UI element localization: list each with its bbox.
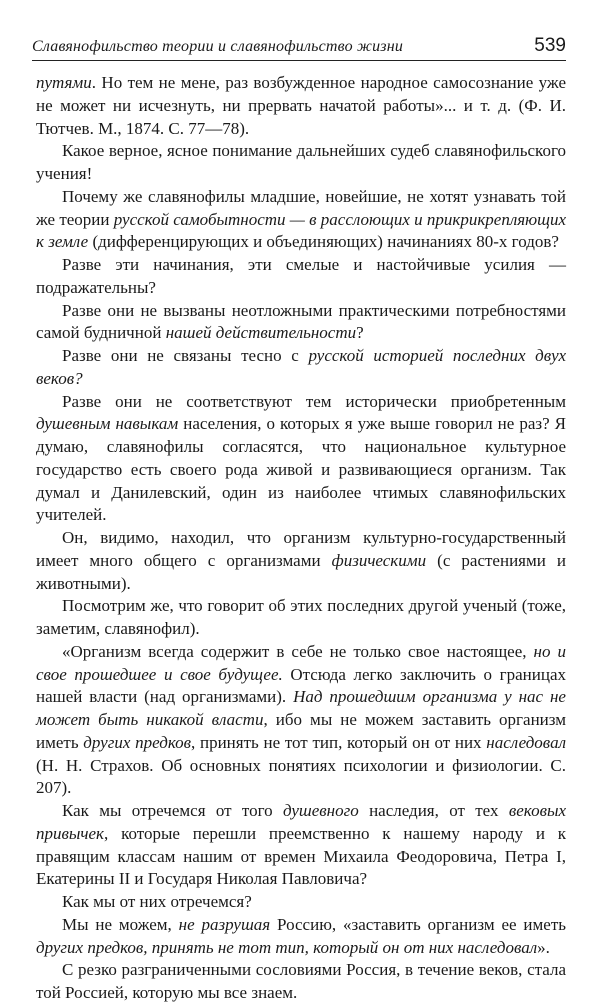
- running-title: Славянофильство теории и славянофильство жизни: [32, 38, 404, 55]
- text-italic: путями: [36, 73, 92, 92]
- paragraph: [36, 345, 566, 391]
- paragraph: [36, 254, 566, 300]
- text-run: (дифференцирующих и объединяющих) начинаниях 80-х годов?: [88, 232, 559, 252]
- text-run: наследия, от тех: [358, 801, 509, 820]
- paragraph: [36, 186, 566, 254]
- text-run: Разве они не вызваны неотложными практическими потребностями самой будничной: [36, 300, 566, 343]
- text-run: , принять не тот тип, который он от них: [191, 732, 487, 752]
- text-run: , ибо мы не можем заставить организм иметь: [36, 710, 566, 752]
- text-run: Разве они не соответствуют тем исторически приобретенным: [62, 391, 566, 411]
- body-text: [36, 72, 566, 1005]
- text-italic: других предков: [83, 732, 192, 752]
- text-run: ?: [356, 323, 364, 343]
- text-italic: душевным навыкам: [36, 414, 179, 434]
- text-italic: Над прошедшим организма у нас не может быть никакой власти: [36, 687, 566, 729]
- text-italic: русской самобытности — в расслоющих и прикрикрепляющих к земле: [36, 209, 566, 252]
- text-italic: не разрушая: [178, 914, 271, 934]
- text-run: Как мы отречемся от того: [62, 801, 283, 820]
- text-italic: других предков, принять не тот тип, который он от них наследовал: [36, 937, 538, 957]
- text-run: С резко разграниченными сословиями Россия, в течение веков, стала той Россией, которую мы все знаем.: [36, 960, 566, 1002]
- text-italic: вековых привычек: [36, 801, 567, 843]
- paragraph: [36, 300, 566, 346]
- paragraph: [36, 959, 566, 1005]
- text-run: Как мы от них отречемся?: [62, 892, 252, 911]
- page-header: [32, 32, 566, 61]
- text-run: (Н. Н. Страхов. Об основных понятиях психологии и физиологии. С. 207).: [36, 755, 566, 798]
- text-run: Мы не можем,: [62, 914, 179, 934]
- paragraph: [36, 391, 566, 528]
- text-italic: русской историей последних двух веков?: [36, 346, 567, 388]
- text-run: (с растениями и животными).: [36, 550, 566, 593]
- paragraph: [36, 800, 566, 891]
- page-number: 539: [534, 35, 566, 56]
- paragraph: [36, 140, 566, 186]
- text-run: Он, видимо, находил, что организм культурно-государственный имеет много общего с организмами: [36, 528, 566, 570]
- text-run: Россию, «заставить организм ее иметь: [270, 914, 566, 934]
- text-run: «Организм всегда содержит в себе не только свое настоящее,: [62, 641, 534, 661]
- text-run: Почему же славянофилы младшие, новейшие, не хотят узнавать той же теории: [36, 186, 566, 229]
- text-run: Разве эти начинания, эти смелые и настойчивые усилия — подражательны?: [36, 255, 566, 297]
- text-run: Посмотрим же, что говорит об этих последних другой ученый (тоже, заметим, славянофил).: [36, 596, 566, 638]
- text-run: . Но тем не мене, раз возбужденное народное самосознание уже не может ни исчезнуть, ни прервать начатой работы»... и т. д. (Ф. И. Тютчев. М., 1874. С. 77—78).: [36, 73, 566, 138]
- paragraph: [36, 595, 566, 641]
- text-italic: но и свое прошедшее и свое будущее.: [36, 641, 566, 684]
- text-run: Какое верное, ясное понимание дальнейших судеб славянофильского учения!: [36, 141, 566, 183]
- quote-paragraph: [36, 641, 566, 800]
- text-run: , которые перешли преемственно к нашему народу и к правящим классам нашим от времен Михаила Феодоровича, Петра I, Екатерины II и Государя Николая Павловича?: [36, 823, 566, 889]
- paragraph: [36, 891, 566, 914]
- paragraph: [36, 914, 566, 960]
- text-italic: физическими: [331, 550, 427, 570]
- text-run: населения, о которых я уже выше говорил не раз? Я думаю, славянофилы согласятся, что национальное культурное государство есть своего рода живой и развивающиеся организм. Так думал и Данилевский, один из наиболее чтимых славянофильских учителей.: [36, 414, 566, 525]
- text-run: Разве они не связаны тесно с: [62, 346, 309, 365]
- text-italic: наследовал: [486, 732, 566, 752]
- text-run: ».: [537, 937, 550, 957]
- paragraph: [36, 527, 566, 595]
- paragraph: [36, 72, 566, 140]
- text-run: Отсюда легко заключить о границах нашей власти (над организмами).: [36, 664, 566, 707]
- text-italic: нашей действительности: [165, 323, 357, 343]
- text-italic: душевного: [282, 801, 359, 820]
